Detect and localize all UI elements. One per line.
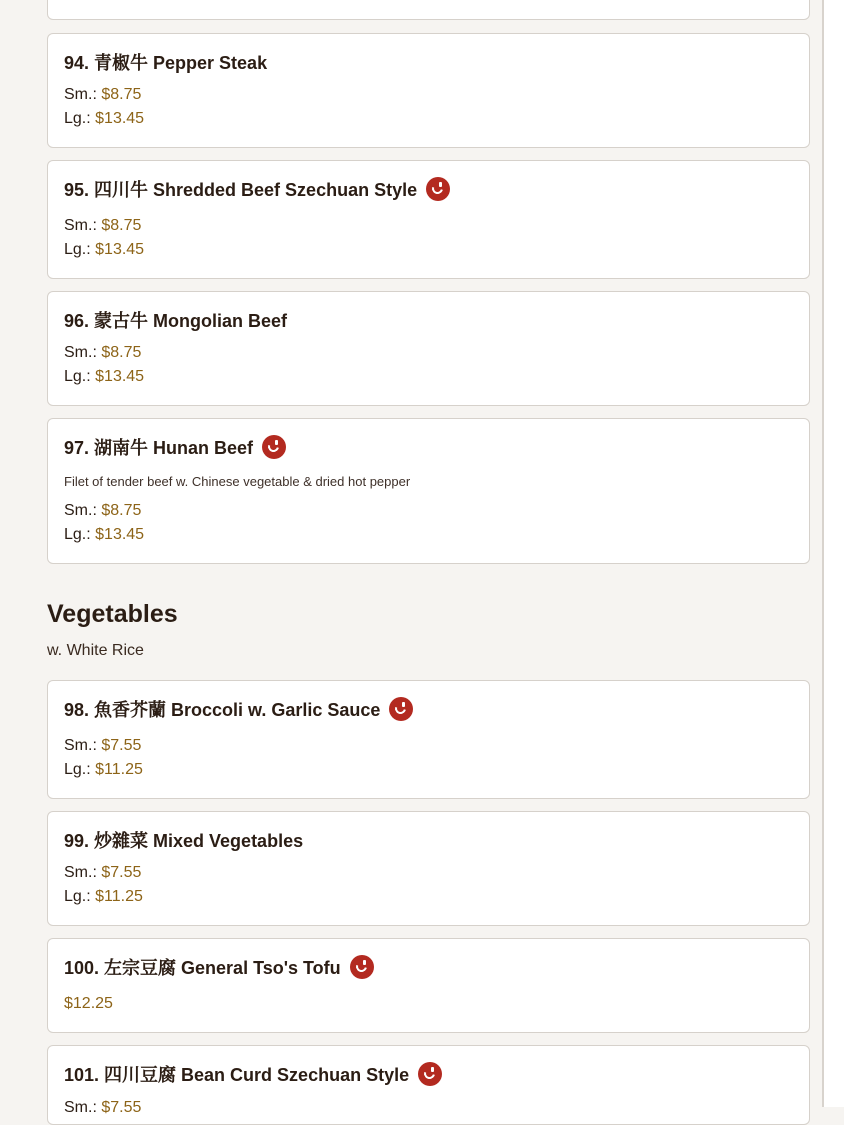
menu-item-title <box>64 696 413 722</box>
menu-item-small-price-row <box>64 217 141 235</box>
small-price: $8.75 <box>101 217 142 234</box>
menu-item-card[interactable] <box>47 680 810 799</box>
menu-item-card-partial[interactable] <box>47 0 810 20</box>
menu-item-card[interactable] <box>47 938 810 1033</box>
chili-pepper-icon <box>350 955 374 979</box>
menu-item-title-text: 95. 四川牛 Shredded Beef Szechuan Style <box>64 180 418 200</box>
large-price: $11.25 <box>95 761 143 778</box>
menu-item-title <box>64 954 374 980</box>
section-title: Vegetables <box>47 600 178 628</box>
menu-item-price-row <box>64 995 113 1013</box>
small-price: $7.55 <box>101 737 142 754</box>
menu-item-small-price-row <box>64 1099 141 1117</box>
menu-item-small-price-row <box>64 502 141 520</box>
large-label: Lg.: <box>64 110 91 127</box>
small-label: Sm.: <box>64 217 97 234</box>
chili-pepper-icon <box>418 1062 442 1086</box>
menu-item-description: Filet of tender beef w. Chinese vegetable & dried hot pepper <box>64 474 411 489</box>
menu-item-card[interactable] <box>47 418 810 564</box>
large-price: $13.45 <box>95 368 145 385</box>
small-label: Sm.: <box>64 737 97 754</box>
menu-item-card[interactable] <box>47 811 810 926</box>
large-label: Lg.: <box>64 526 91 543</box>
menu-item-large-price-row <box>64 761 143 779</box>
small-label: Sm.: <box>64 502 97 519</box>
chili-pepper-icon <box>262 435 286 459</box>
menu-item-title <box>64 307 287 333</box>
menu-item-title-text: 97. 湖南牛 Hunan Beef <box>64 438 254 458</box>
menu-item-small-price-row <box>64 86 141 104</box>
small-label: Sm.: <box>64 1099 97 1116</box>
menu-item-card[interactable] <box>47 160 810 279</box>
menu-item-title-text: 99. 炒雜菜 Mixed Vegetables <box>64 831 304 851</box>
menu-item-title <box>64 434 286 460</box>
menu-item-large-price-row <box>64 368 144 386</box>
small-price: $8.75 <box>101 344 142 361</box>
small-price: $7.55 <box>101 864 142 881</box>
menu-item-title <box>64 1061 442 1087</box>
menu-item-title-text: 98. 魚香芥蘭 Broccoli w. Garlic Sauce <box>64 700 381 720</box>
large-label: Lg.: <box>64 888 91 905</box>
menu-item-title-text: 101. 四川豆腐 Bean Curd Szechuan Style <box>64 1065 410 1085</box>
small-label: Sm.: <box>64 86 97 103</box>
menu-item-title <box>64 827 303 853</box>
small-price: $8.75 <box>101 502 142 519</box>
menu-item-title <box>64 49 267 75</box>
large-price: $13.45 <box>95 110 145 127</box>
menu-item-title-text: 100. 左宗豆腐 General Tso's Tofu <box>64 958 341 978</box>
menu-item-large-price-row <box>64 110 144 128</box>
large-label: Lg.: <box>64 761 91 778</box>
small-label: Sm.: <box>64 344 97 361</box>
menu-item-card[interactable] <box>47 1045 810 1125</box>
large-price: $13.45 <box>95 526 145 543</box>
section-subtitle: w. White Rice <box>47 642 144 659</box>
menu-item-title-text: 94. 青椒牛 Pepper Steak <box>64 53 268 73</box>
menu-item-small-price-row <box>64 344 141 362</box>
chili-pepper-icon <box>389 697 413 721</box>
menu-item-large-price-row <box>64 526 144 544</box>
large-price: $11.25 <box>95 888 143 905</box>
menu-item-small-price-row <box>64 864 141 882</box>
menu-item-title <box>64 176 450 202</box>
large-price: $13.45 <box>95 241 145 258</box>
large-label: Lg.: <box>64 368 91 385</box>
page-right-strip <box>824 0 844 1107</box>
small-label: Sm.: <box>64 864 97 881</box>
small-price: $8.75 <box>101 86 142 103</box>
chili-pepper-icon <box>426 177 450 201</box>
menu-item-large-price-row <box>64 241 144 259</box>
menu-item-small-price-row <box>64 737 141 755</box>
small-price: $7.55 <box>101 1099 142 1116</box>
menu-item-card[interactable] <box>47 33 810 148</box>
large-label: Lg.: <box>64 241 91 258</box>
menu-item-large-price-row <box>64 888 143 906</box>
menu-item-card[interactable] <box>47 291 810 406</box>
menu-item-title-text: 96. 蒙古牛 Mongolian Beef <box>64 311 288 331</box>
price: $12.25 <box>64 995 113 1012</box>
